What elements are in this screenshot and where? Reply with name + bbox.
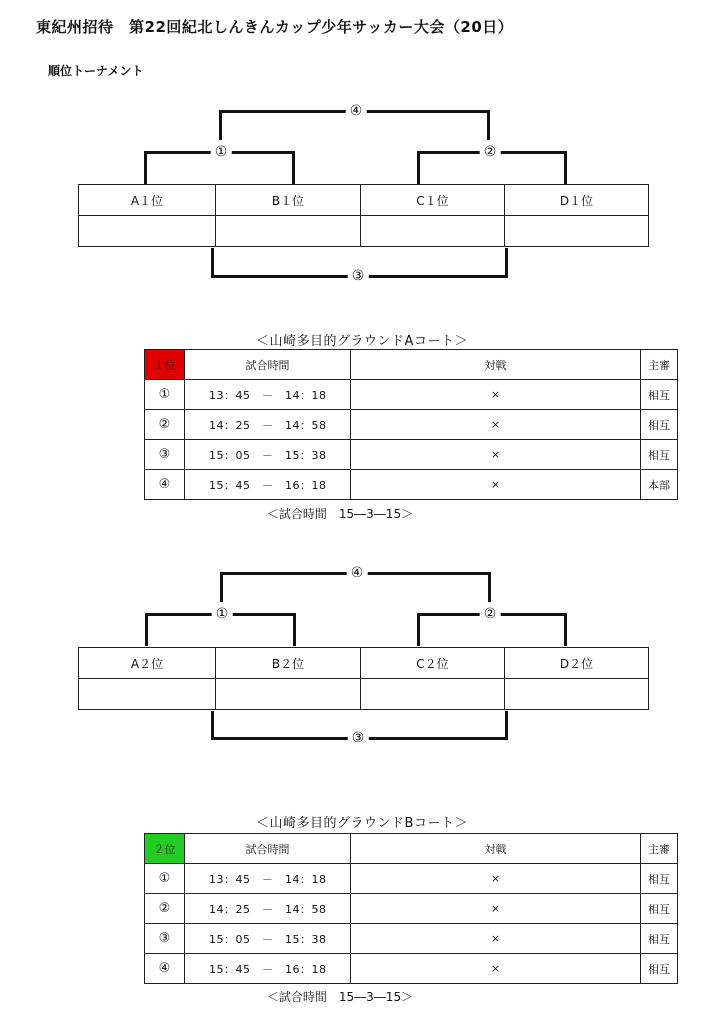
match-time: 15：45 － 16：18 — [185, 470, 351, 500]
section-title: 順位トーナメント — [48, 64, 144, 78]
match-referee: 相互 — [641, 410, 678, 440]
match-referee: 相互 — [641, 894, 678, 924]
bracket-line — [144, 151, 147, 184]
table-row — [145, 410, 678, 440]
bracket-line — [219, 110, 222, 140]
document-title: 東紀州招待 第22回紀北しんきんカップ少年サッカー大会（20日） — [36, 18, 514, 36]
match-label-2: ② — [480, 144, 501, 160]
seed-cell: B２位 — [216, 648, 361, 679]
bracket-line — [505, 248, 508, 278]
match-label-2: ② — [480, 606, 501, 622]
match-pairing: × — [351, 894, 641, 924]
match-duration-note: ＜試合時間 15―3―15＞ — [266, 990, 414, 1004]
match-referee: 相互 — [641, 440, 678, 470]
bracket-line — [211, 248, 214, 278]
seed-grid — [78, 647, 649, 710]
table-row — [145, 440, 678, 470]
match-time: 15：45 － 16：18 — [185, 954, 351, 984]
seed-cell: B１位 — [216, 185, 361, 216]
match-pairing: × — [351, 380, 641, 410]
match-time: 14：25 － 14：58 — [185, 410, 351, 440]
bracket-line — [145, 613, 148, 646]
bracket-line — [417, 151, 420, 184]
team-cell — [361, 679, 505, 710]
table-row — [145, 864, 678, 894]
bracket-line — [487, 110, 490, 140]
team-cell — [79, 216, 216, 247]
match-time: 13：45 － 14：18 — [185, 380, 351, 410]
team-cell — [505, 216, 649, 247]
court-title-a: ＜山崎多目的グラウンドAコート＞ — [256, 334, 468, 349]
match-referee: 相互 — [641, 864, 678, 894]
seed-cell: A２位 — [79, 648, 216, 679]
match-number: ③ — [145, 440, 185, 470]
match-referee: 相互 — [641, 954, 678, 984]
court-title-b: ＜山崎多目的グラウンドBコート＞ — [256, 816, 468, 831]
header-referee: 主審 — [641, 350, 678, 380]
team-cell — [79, 679, 216, 710]
team-cell — [361, 216, 505, 247]
match-time: 15：05 － 15：38 — [185, 924, 351, 954]
match-label-4: ④ — [347, 565, 368, 581]
match-number: ④ — [145, 954, 185, 984]
match-referee: 本部 — [641, 470, 678, 500]
seed-cell: D２位 — [505, 648, 649, 679]
rank-badge: ２位 — [145, 834, 185, 864]
header-time: 試合時間 — [185, 350, 351, 380]
team-cell — [505, 679, 649, 710]
rank-badge: １位 — [145, 350, 185, 380]
match-number: ② — [145, 894, 185, 924]
table-row — [145, 380, 678, 410]
bracket-line — [211, 711, 214, 740]
schedule-table-b — [144, 833, 678, 984]
match-pairing: × — [351, 470, 641, 500]
match-number: ① — [145, 380, 185, 410]
schedule-table-a — [144, 349, 678, 500]
team-cell — [216, 679, 361, 710]
match-label-4: ④ — [346, 103, 367, 119]
match-label-3: ③ — [348, 268, 369, 284]
bracket-line — [293, 613, 296, 646]
match-time: 14：25 － 14：58 — [185, 894, 351, 924]
seed-cell: D１位 — [505, 185, 649, 216]
table-row — [145, 894, 678, 924]
match-time: 15：05 － 15：38 — [185, 440, 351, 470]
header-match: 対戦 — [351, 350, 641, 380]
team-cell — [216, 216, 361, 247]
match-number: ② — [145, 410, 185, 440]
header-match: 対戦 — [351, 834, 641, 864]
match-pairing: × — [351, 410, 641, 440]
header-referee: 主審 — [641, 834, 678, 864]
match-number: ③ — [145, 924, 185, 954]
match-pairing: × — [351, 440, 641, 470]
match-referee: 相互 — [641, 380, 678, 410]
bracket-line — [564, 613, 567, 646]
bracket-line — [564, 151, 567, 184]
match-duration-note: ＜試合時間 15―3―15＞ — [266, 507, 414, 521]
bracket-line — [488, 572, 491, 602]
match-pairing: × — [351, 954, 641, 984]
header-time: 試合時間 — [185, 834, 351, 864]
seed-cell: C２位 — [361, 648, 505, 679]
seed-grid — [78, 184, 649, 247]
bracket-line — [220, 572, 223, 602]
table-row — [145, 924, 678, 954]
table-row — [145, 954, 678, 984]
bracket-line — [505, 711, 508, 740]
match-number: ① — [145, 864, 185, 894]
match-number: ④ — [145, 470, 185, 500]
match-label-1: ① — [211, 144, 232, 160]
match-pairing: × — [351, 924, 641, 954]
bracket-line — [292, 151, 295, 184]
match-label-3: ③ — [348, 730, 369, 746]
table-row — [145, 470, 678, 500]
seed-cell: A１位 — [79, 185, 216, 216]
match-label-1: ① — [212, 606, 233, 622]
match-time: 13：45 － 14：18 — [185, 864, 351, 894]
bracket-line — [417, 613, 420, 646]
match-referee: 相互 — [641, 924, 678, 954]
seed-cell: C１位 — [361, 185, 505, 216]
match-pairing: × — [351, 864, 641, 894]
